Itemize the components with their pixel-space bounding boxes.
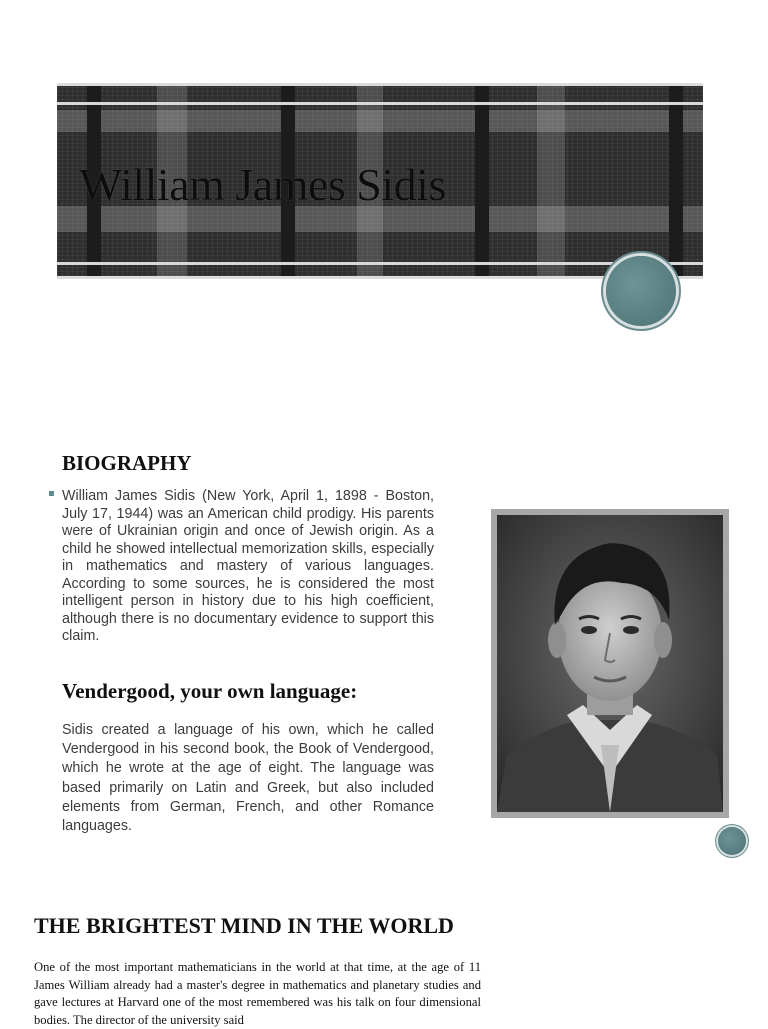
biography-slide [0, 395, 768, 875]
title-slide [0, 0, 768, 395]
brightest-mind-slide [0, 875, 768, 1027]
language-text: Sidis created a language of his own, which he called Vendergood in his second book, the Book of Vendergood, which he wrote at the age of eight. The language was based primarily on Latin and Greek, but also included elements from German, French, and other Romance languages. [62, 722, 434, 835]
slide-title: William James Sidis [79, 159, 446, 210]
language-heading: Vendergood, your own language: [62, 679, 358, 703]
brightest-mind-heading: THE BRIGHTEST MIND IN THE WORLD [34, 913, 454, 938]
title-banner [57, 83, 703, 279]
portrait-photo [497, 515, 723, 812]
biography-heading: BIOGRAPHY [62, 451, 192, 475]
decorative-circle-small [718, 827, 746, 855]
brightest-mind-text: One of the most important mathematicians in the world at that time, at the age of 11 James William already had a master's degree in mathematics and planetary studies and gave lectures at Harvard one of the most remembered was his talk on four dimensional bodies. The director of the university said [34, 960, 481, 1027]
decorative-circle [606, 256, 676, 326]
portrait-photo-frame [491, 509, 729, 818]
biography-text: William James Sidis (New York, April 1, 1898 - Boston, July 17, 1944) was an American child prodigy. His parents were of Ukrainian origin and once of Jewish origin. As a child he showed intellectual memorization skills, especially in mathematics and mastery of various languages. According to some sources, he is considered the most intelligent person in history due to his high coefficient, although there is no documentary evidence to support this claim. [62, 488, 434, 644]
bullet-marker [49, 491, 54, 496]
